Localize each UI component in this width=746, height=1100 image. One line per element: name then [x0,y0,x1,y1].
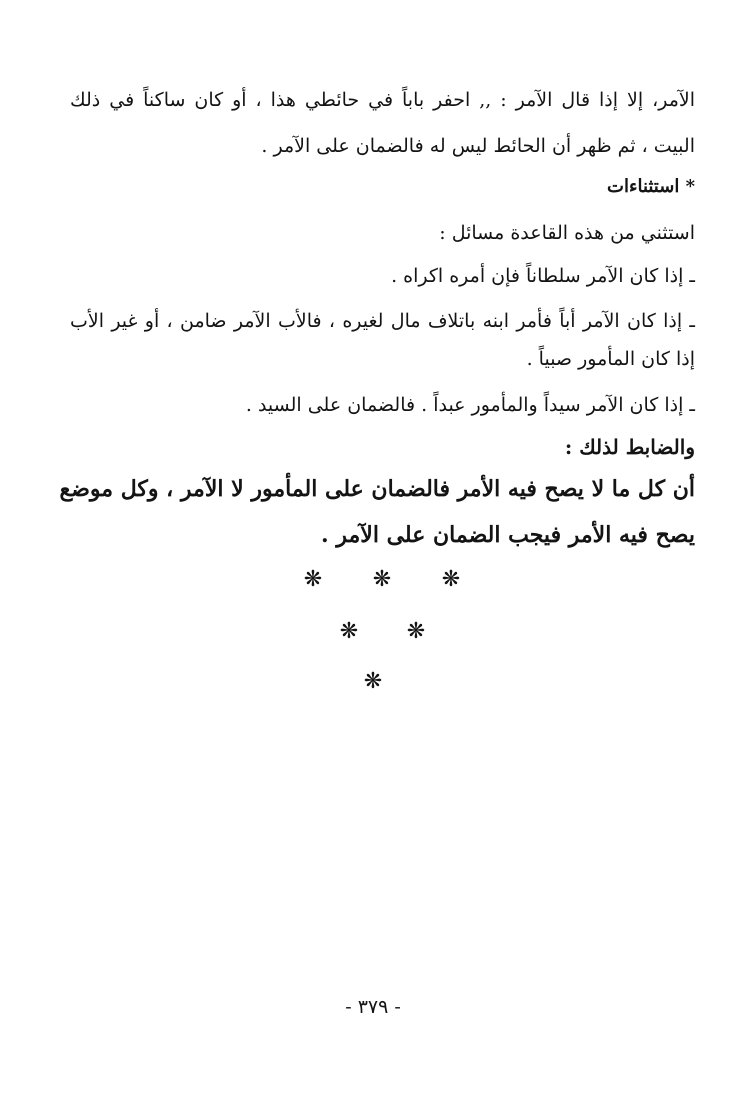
ornament-star-icon: ❋ [441,567,461,592]
list-item: ـ إذا كان الآمر سيداً والمأمور عبداً . فالضمان على السيد . [245,394,695,416]
paragraph-line: الآمر، إلا إذا قال الآمر : ,, احفر باباً في حائطي هذا ، أو كان ساكناً في ذلك [70,89,695,111]
ornament-star-icon: ❋ [372,567,392,592]
rule-heading: والضابط لذلك : [564,435,695,459]
list-item-continuation: إذا كان المأمور صبياً . [526,348,695,370]
ornament-row [0,566,746,596]
ornament-star-icon: ❋ [339,619,359,644]
rule-text-line: يصح فيه الأمر فيجب الضمان على الآمر . [321,522,695,548]
page-number: - ٣٧٩ - [345,996,401,1018]
ornament-row [0,618,746,648]
ornament-star-icon: ❋ [303,567,323,592]
list-item: ـ إذا كان الآمر سلطاناً فإن أمره اكراه . [391,265,695,287]
ornament-row [0,668,746,698]
ornament-star-icon: ❋ [406,619,426,644]
paragraph-line: البيت ، ثم ظهر أن الحائط ليس له فالضمان على الآمر . [261,135,695,157]
rule-text-line: أن كل ما لا يصح فيه الأمر فالضمان على المأمور لا الآمر ، وكل موضع [59,476,695,502]
ornament-star-icon: ❋ [363,669,383,694]
section-heading-exceptions: * استثناءات [607,176,695,197]
list-item: ـ إذا كان الآمر أباً فأمر ابنه باتلاف مال لغيره ، فالأب الآمر ضامن ، أو غير الأب [70,310,695,332]
intro-text: استثني من هذه القاعدة مسائل : [439,222,695,244]
